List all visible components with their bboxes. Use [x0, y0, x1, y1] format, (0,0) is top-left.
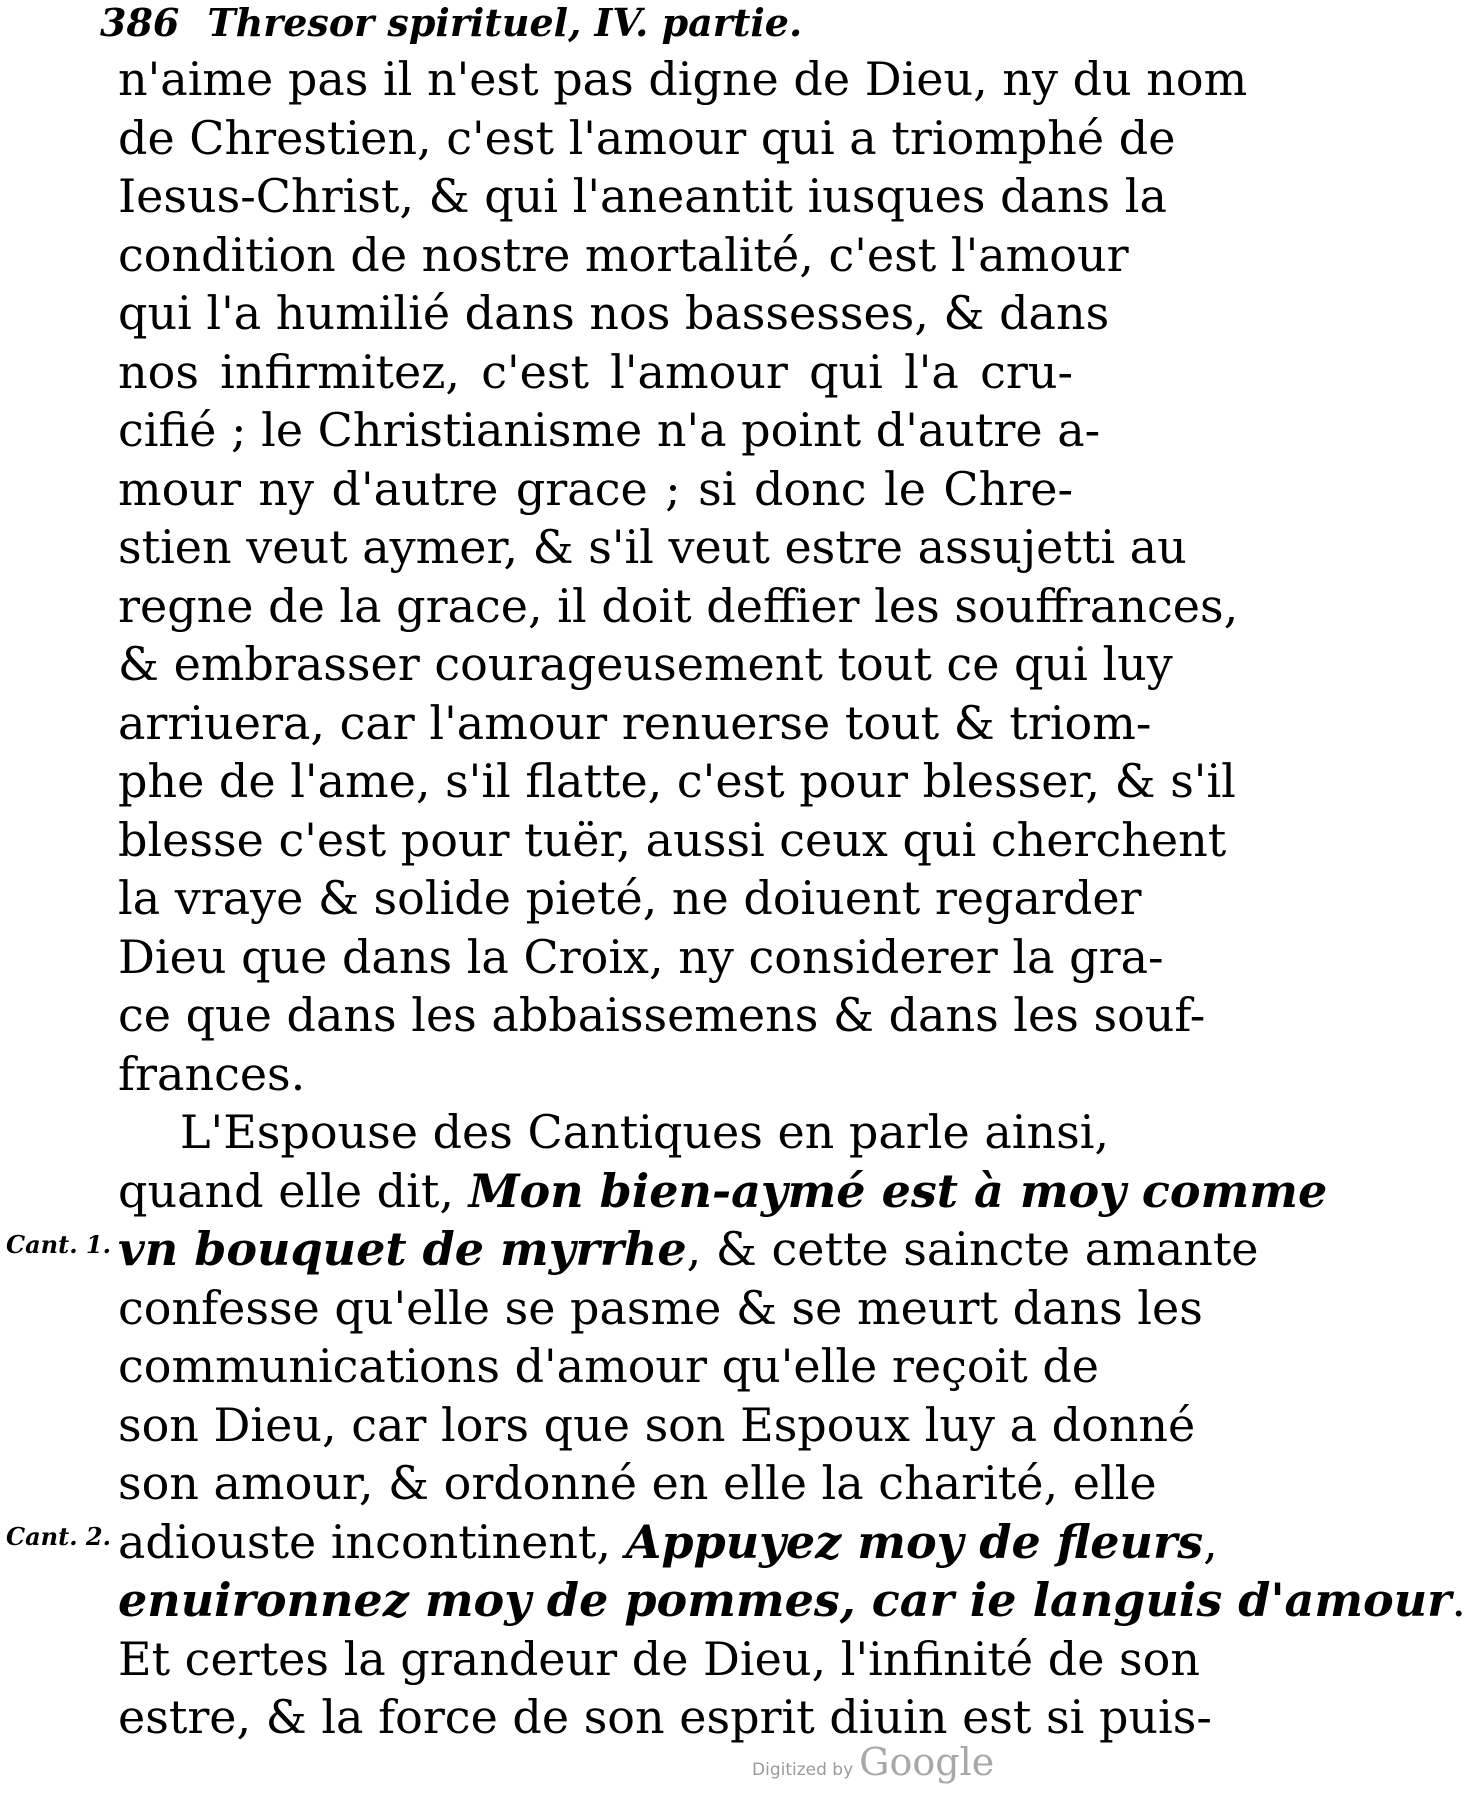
text-line: mour ny d'autre grace ; si donc le Chre-	[118, 461, 1073, 516]
italic-quote: enuironnez moy de pommes, car ie languis d'amour	[118, 1573, 1452, 1627]
text-line: & embrasser courageusement tout ce qui luy	[118, 637, 1173, 691]
running-title: Thresor spirituel, IV. partie.	[207, 0, 803, 45]
text-line: frances.	[118, 1046, 306, 1101]
body-text	[118, 50, 1466, 1747]
text-line: arriuera, car l'amour renuerse tout & triom-	[118, 695, 1152, 750]
text-line: confesse qu'elle se pasme & se meurt dans les	[118, 1280, 1203, 1335]
text-line: de Chrestien, c'est l'amour qui a triomphé de	[118, 110, 1176, 165]
text-line: communications d'amour qu'elle reçoit de	[118, 1339, 1100, 1393]
text-line: qui l'a humilié dans nos bassesses, & dans	[118, 286, 1110, 340]
roman-span: adiouste incontinent,	[118, 1514, 626, 1569]
text-line: phe de l'ame, s'il flatte, c'est pour blesser, & s'il	[118, 754, 1236, 808]
text-line	[118, 1513, 1218, 1572]
text-line: stien veut aymer, & s'il veut estre assujetti au	[118, 520, 1187, 574]
italic-quote: Appuyez moy de fleurs	[625, 1514, 1204, 1569]
text-line: ce que dans les abbaissemens & dans les souf-	[118, 988, 1206, 1042]
page-number: 386	[100, 0, 180, 45]
text-line: la vraye & solide pieté, ne doiuent regarder	[118, 871, 1142, 925]
running-head	[100, 0, 802, 50]
text-line: estre, & la force de son esprit diuin est si puis-	[118, 1690, 1212, 1744]
text-line: n'aime pas il n'est pas digne de Dieu, ny du nom	[118, 52, 1248, 106]
text-line	[118, 1571, 1466, 1630]
text-line: Dieu que dans la Croix, ny considerer la gra-	[118, 929, 1164, 984]
text-line: cifié ; le Christianisme n'a point d'autre a-	[118, 403, 1101, 457]
text-line: condition de nostre mortalité, c'est l'amour	[118, 227, 1129, 282]
text-line	[118, 1220, 1259, 1279]
text-line	[118, 1162, 1328, 1221]
roman-span: ,	[1203, 1514, 1218, 1569]
italic-quote: Mon bien-aymé est à moy comme	[468, 1163, 1328, 1218]
text-line: Iesus-Christ, & qui l'aneantit iusques dans la	[118, 169, 1167, 223]
digitized-watermark	[752, 1740, 994, 1784]
watermark-prefix: Digitized by	[752, 1760, 854, 1780]
roman-span: quand elle dit,	[118, 1163, 469, 1218]
roman-span: .	[1451, 1573, 1466, 1627]
text-line: son amour, & ordonné en elle la charité, elle	[118, 1456, 1157, 1510]
text-line: son Dieu, car lors que son Espoux luy a donné	[118, 1397, 1196, 1452]
italic-quote: vn bouquet de myrrhe	[118, 1222, 687, 1276]
text-line: blesse c'est pour tuër, aussi ceux qui cherchent	[118, 812, 1227, 867]
text-line: Et certes la grandeur de Dieu, l'infinité de son	[118, 1631, 1200, 1686]
margin-note-cant2: Cant. 2.	[6, 1522, 111, 1551]
paragraph-first-line: L'Espouse des Cantiques en parle ainsi,	[180, 1105, 1110, 1159]
text-line: regne de la grace, il doit deffier les souffrances,	[118, 578, 1239, 633]
text-line: nos infirmitez, c'est l'amour qui l'a cru-	[118, 344, 1073, 399]
google-logo: Google	[859, 1740, 995, 1784]
roman-span: , & cette saincte amante	[686, 1222, 1259, 1276]
margin-note-cant1: Cant. 1.	[6, 1230, 111, 1259]
